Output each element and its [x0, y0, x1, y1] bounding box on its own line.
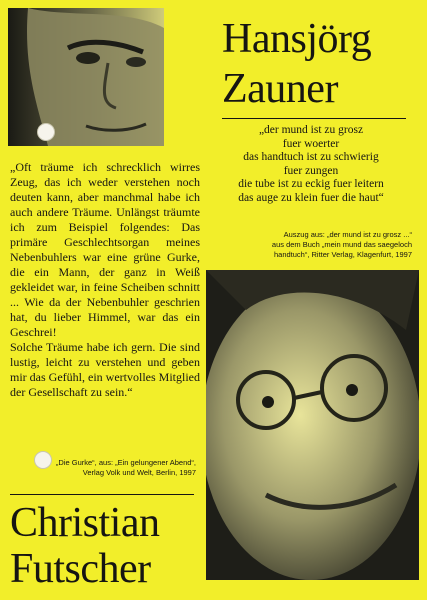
poem-line: das handtuch ist zu schwierig — [243, 151, 379, 163]
poem-line: fuer woerter — [282, 137, 340, 150]
poem-line: „der mund ist zu grosz — [258, 124, 364, 136]
punch-hole — [34, 451, 52, 469]
author-first-name-bottom: Christian — [10, 500, 160, 546]
punch-hole — [37, 123, 55, 141]
portrait-man-glasses-illustration — [206, 270, 419, 580]
divider-rule-bottom — [10, 494, 194, 495]
poem-credit — [206, 230, 412, 260]
divider-rule-top — [222, 118, 406, 119]
poem-line: die tube ist zu eckig fuer leitern — [238, 178, 384, 190]
story-credit-line: Verlag Volk und Welt, Berlin, 1997 — [82, 468, 196, 477]
story-excerpt — [10, 160, 200, 400]
poem-credit-line: handtuch“, Ritter Verlag, Klagenfurt, 1997 — [273, 250, 412, 259]
author-name-top — [222, 14, 422, 114]
author-last-name-bottom: Futscher — [10, 546, 151, 592]
portrait-photo-top — [8, 8, 164, 146]
story-credit-line: „Die Gurke“, aus: „Ein gelungener Abend“, — [55, 458, 196, 467]
story-paragraph: „Oft träume ich schrecklich wirres Zeug, das ich weder verstehen noch deuten kann, aber manchmal habe ich auch andere Träume. Unlängst träumte ich zum Beispiel folgendes: Das primäre Geschlechtsorgan meines Nebenbuhlers war eine grüne Gurke, die ein Mann, der ganz in Weiß gekleidet war, in feine Scheiben schnitt ... Wie da der Nebenbuhler geschrien hat, du lieber Himmel, war das ein Geschrei! — [10, 160, 200, 339]
portrait-man-illustration — [8, 8, 164, 146]
poem-credit-line: Auszug aus: „der mund ist zu grosz ...“ — [283, 230, 412, 239]
poem-excerpt — [206, 124, 416, 205]
poem-line: das auge zu klein fuer die haut“ — [238, 191, 384, 204]
story-paragraph: Solche Träume habe ich gern. Die sind lustig, leicht zu verstehen und geben mir das Gefühl, ein wertvolles Mitglied der Gesellschaft zu sein.“ — [10, 340, 200, 399]
author-first-name-top: Hansjörg — [222, 16, 372, 62]
portrait-photo-bottom — [206, 270, 419, 580]
author-last-name-top: Zauner — [222, 66, 338, 112]
author-name-bottom — [10, 500, 210, 592]
poem-credit-line: aus dem Buch „mein mund das saegeloch — [271, 240, 412, 249]
poem-line: fuer zungen — [283, 164, 339, 177]
